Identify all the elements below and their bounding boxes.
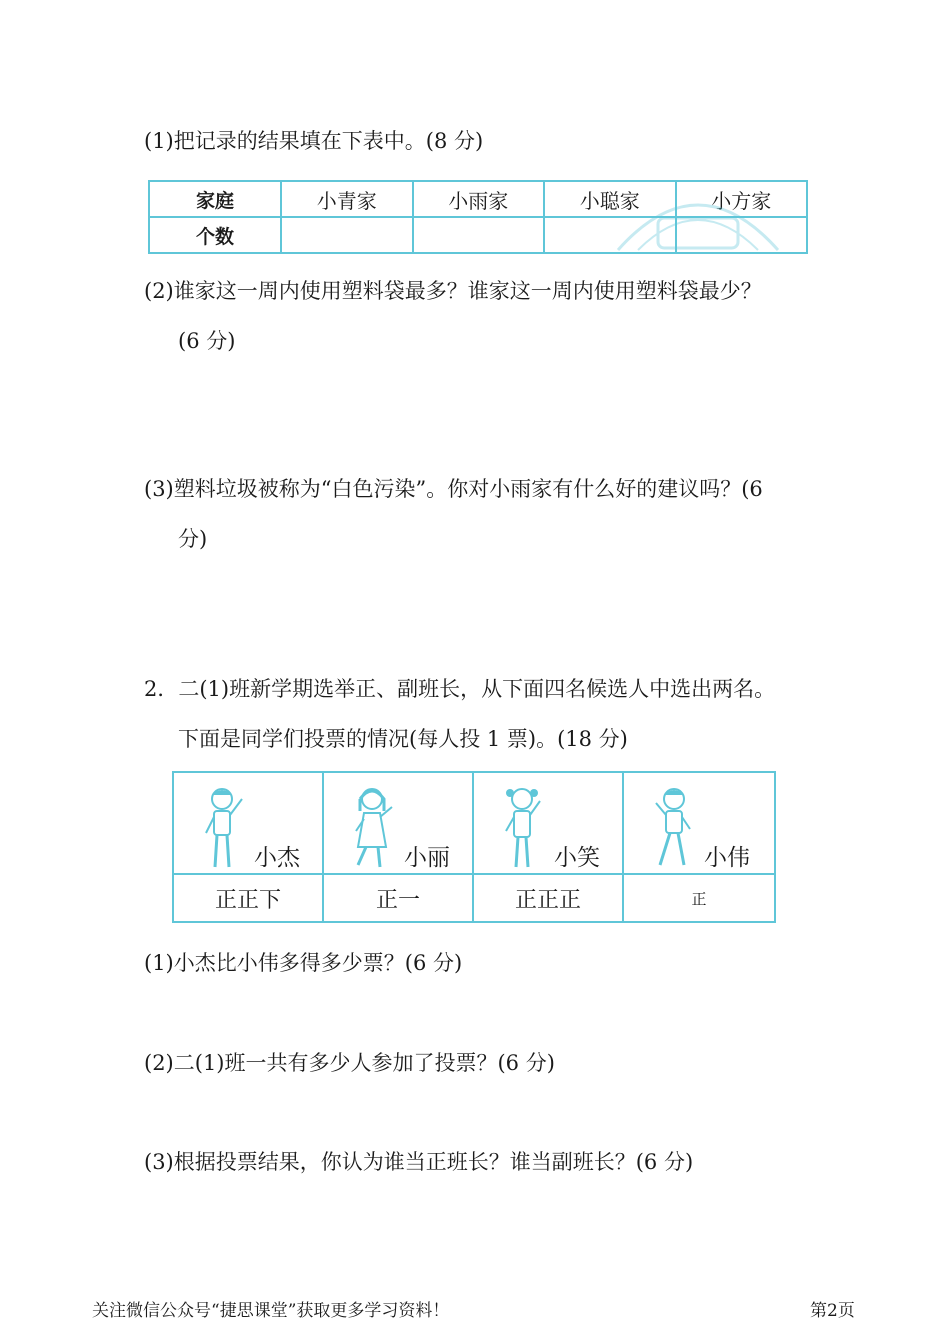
row-header-count: 个数 bbox=[149, 217, 281, 253]
boy-figure-icon bbox=[650, 785, 702, 873]
count-cell[interactable] bbox=[544, 217, 676, 253]
tally-marks: 正正正 bbox=[514, 887, 581, 913]
candidate-cell bbox=[624, 773, 774, 875]
count-cell[interactable] bbox=[413, 217, 545, 253]
count-cell[interactable] bbox=[676, 217, 808, 253]
tally-cell bbox=[624, 875, 774, 921]
tally-marks: 正 bbox=[691, 889, 707, 908]
q2-line1: 2．二(1)班新学期选举正、副班长，从下面四名候选人中选出两名。 bbox=[144, 677, 776, 701]
family-cell: 小雨家 bbox=[413, 181, 545, 217]
tally-cell bbox=[474, 875, 624, 921]
table-row bbox=[149, 181, 807, 217]
q1-part1: (1)把记录的结果填在下表中。(8 分) bbox=[144, 129, 484, 153]
q2-sub2: (2)二(1)班一共有多少人参加了投票？(6 分) bbox=[144, 1051, 555, 1075]
family-cell: 小方家 bbox=[676, 181, 808, 217]
tally-marks: 正正下 bbox=[214, 887, 281, 913]
page-number: 第2页 bbox=[810, 1301, 855, 1321]
q1-part3-line1: (3)塑料垃圾被称为“白色污染”。你对小雨家有什么好的建议吗？(6 bbox=[144, 477, 763, 501]
candidate-name: 小笑 bbox=[554, 845, 600, 871]
count-cell[interactable] bbox=[281, 217, 413, 253]
tally-marks: 正一 bbox=[375, 887, 420, 913]
candidate-cell bbox=[474, 773, 624, 875]
candidate-cell bbox=[174, 773, 324, 875]
candidate-cell bbox=[324, 773, 474, 875]
vote-table bbox=[172, 771, 776, 923]
girl-figure-icon bbox=[350, 785, 402, 873]
candidate-name: 小伟 bbox=[704, 845, 750, 871]
table-row bbox=[149, 217, 807, 253]
tally-cell bbox=[174, 875, 324, 921]
q2-sub1: (1)小杰比小伟多得多少票？(6 分) bbox=[144, 951, 463, 975]
boy-figure-icon bbox=[200, 785, 252, 873]
candidate-name: 小丽 bbox=[404, 845, 450, 871]
record-table bbox=[148, 180, 808, 254]
q1-part3-line2: 分) bbox=[178, 527, 208, 551]
family-cell: 小青家 bbox=[281, 181, 413, 217]
footer-promo: 关注微信公众号“捷思课堂”获取更多学习资料！ bbox=[92, 1301, 450, 1321]
girl-figure-icon bbox=[500, 785, 552, 873]
q1-part2-line2: (6 分) bbox=[178, 329, 236, 353]
candidate-name: 小杰 bbox=[254, 845, 300, 871]
q2-sub3: (3)根据投票结果，你认为谁当正班长？谁当副班长？(6 分) bbox=[144, 1150, 694, 1174]
tally-cell bbox=[324, 875, 474, 921]
q1-part2-line1: (2)谁家这一周内使用塑料袋最多？谁家这一周内使用塑料袋最少？ bbox=[144, 279, 762, 303]
q2-line2: 下面是同学们投票的情况(每人投 1 票)。(18 分) bbox=[178, 727, 628, 751]
row-header-family: 家庭 bbox=[149, 181, 281, 217]
family-cell: 小聪家 bbox=[544, 181, 676, 217]
